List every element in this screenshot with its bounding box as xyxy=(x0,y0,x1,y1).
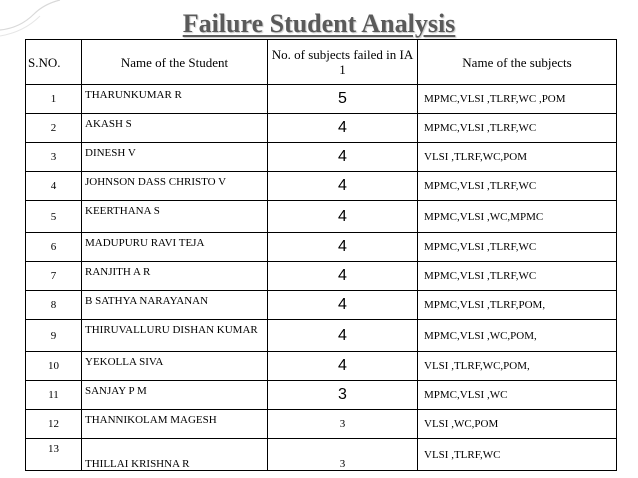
cell-subjects: VLSI ,WC,POM xyxy=(418,410,617,439)
cell-sno: 8 xyxy=(26,291,82,320)
cell-count: 4 xyxy=(268,143,418,172)
cell-name: THIRUVALLURU DISHAN KUMAR xyxy=(82,320,268,352)
cell-name: YEKOLLA SIVA xyxy=(82,352,268,381)
cell-subjects: VLSI ,TLRF,WC xyxy=(418,439,617,471)
cell-sno: 4 xyxy=(26,172,82,201)
table-row xyxy=(26,291,617,320)
cell-count: 4 xyxy=(268,320,418,352)
table-row xyxy=(26,143,617,172)
cell-count: 3 xyxy=(268,439,418,471)
cell-subjects: MPMC,VLSI ,TLRF,WC ,POM xyxy=(418,85,617,114)
table-row xyxy=(26,114,617,143)
cell-name: THARUNKUMAR R xyxy=(82,85,268,114)
cell-sno: 1 xyxy=(26,85,82,114)
cell-subjects: VLSI ,TLRF,WC,POM xyxy=(418,143,617,172)
table-row xyxy=(26,439,617,471)
cell-count: 3 xyxy=(268,381,418,410)
cell-sno: 5 xyxy=(26,201,82,233)
cell-subjects: MPMC,VLSI ,TLRF,WC xyxy=(418,262,617,291)
table-row xyxy=(26,172,617,201)
table-row xyxy=(26,262,617,291)
cell-count: 3 xyxy=(268,410,418,439)
table-row xyxy=(26,233,617,262)
cell-subjects: VLSI ,TLRF,WC,POM, xyxy=(418,352,617,381)
cell-subjects: MPMC,VLSI ,TLRF,POM, xyxy=(418,291,617,320)
header-sno: S.NO. xyxy=(26,40,82,85)
cell-name: KEERTHANA S xyxy=(82,201,268,233)
cell-sno: 6 xyxy=(26,233,82,262)
cell-subjects: MPMC,VLSI ,TLRF,WC xyxy=(418,114,617,143)
failure-table xyxy=(25,39,617,471)
cell-subjects: MPMC,VLSI ,TLRF,WC xyxy=(418,172,617,201)
cell-subjects: MPMC,VLSI ,WC,POM, xyxy=(418,320,617,352)
cell-sno: 7 xyxy=(26,262,82,291)
cell-sno: 13 xyxy=(26,439,82,471)
header-subjects: Name of the subjects xyxy=(418,40,617,85)
cell-count: 4 xyxy=(268,114,418,143)
cell-count: 4 xyxy=(268,172,418,201)
cell-name: RANJITH A R xyxy=(82,262,268,291)
table-row xyxy=(26,201,617,233)
cell-subjects: MPMC,VLSI ,WC xyxy=(418,381,617,410)
table-row xyxy=(26,320,617,352)
cell-name: SANJAY P M xyxy=(82,381,268,410)
cell-count: 5 xyxy=(268,85,418,114)
cell-sno: 3 xyxy=(26,143,82,172)
cell-sno: 2 xyxy=(26,114,82,143)
header-count: No. of subjects failed in IA 1 xyxy=(268,40,418,85)
cell-name: B SATHYA NARAYANAN xyxy=(82,291,268,320)
cell-name: MADUPURU RAVI TEJA xyxy=(82,233,268,262)
page-title: Failure Student Analysis xyxy=(182,9,456,38)
cell-name: JOHNSON DASS CHRISTO V xyxy=(82,172,268,201)
cell-subjects: MPMC,VLSI ,TLRF,WC xyxy=(418,233,617,262)
cell-name: THANNIKOLAM MAGESH xyxy=(82,410,268,439)
table-row xyxy=(26,352,617,381)
table-row xyxy=(26,85,617,114)
cell-count: 4 xyxy=(268,201,418,233)
cell-count: 4 xyxy=(268,233,418,262)
cell-name: AKASH S xyxy=(82,114,268,143)
cell-subjects: MPMC,VLSI ,WC,MPMC xyxy=(418,201,617,233)
cell-sno: 12 xyxy=(26,410,82,439)
cell-count: 4 xyxy=(268,352,418,381)
cell-name: THILLAI KRISHNA R xyxy=(82,439,268,471)
cell-name: DINESH V xyxy=(82,143,268,172)
table-row xyxy=(26,381,617,410)
cell-count: 4 xyxy=(268,262,418,291)
cell-sno: 9 xyxy=(26,320,82,352)
header-name: Name of the Student xyxy=(82,40,268,85)
table-row xyxy=(26,410,617,439)
cell-sno: 11 xyxy=(26,381,82,410)
table-body xyxy=(26,85,617,471)
cell-sno: 10 xyxy=(26,352,82,381)
table-header xyxy=(26,40,617,85)
cell-count: 4 xyxy=(268,291,418,320)
